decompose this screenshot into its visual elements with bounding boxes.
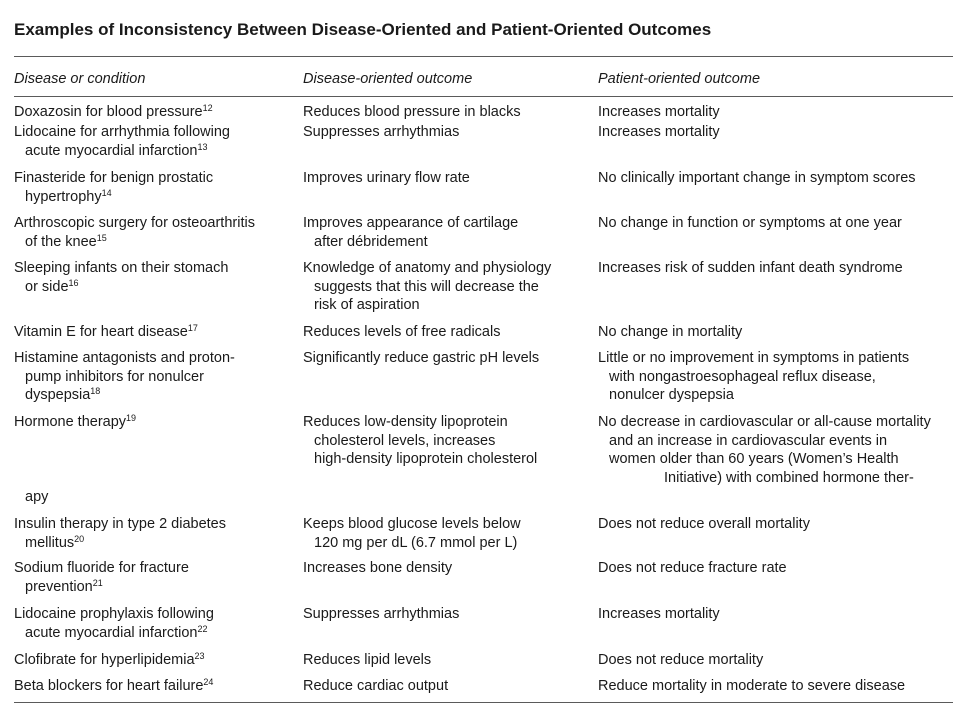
cell-text: Little or no improvement in symptoms in patients — [598, 350, 910, 366]
patient-outcome-cell — [598, 123, 720, 142]
cell-line — [303, 233, 518, 252]
condition-cell — [14, 123, 230, 160]
patient-outcome-cell — [598, 323, 742, 342]
reference-superscript: 15 — [96, 232, 107, 243]
cell-line — [598, 214, 902, 233]
cell-text: Does not reduce fracture rate — [598, 560, 787, 576]
cell-line — [598, 386, 909, 405]
hyphenation-overflow-text: apy — [25, 489, 49, 505]
cell-text: Arthroscopic surgery for osteoarthritis — [14, 215, 255, 231]
cell-text: Keeps blood glucose levels below — [303, 516, 521, 532]
reference-superscript: 24 — [203, 677, 214, 687]
cell-text: nonulcer dyspepsia — [609, 387, 734, 403]
disease-outcome-cell — [303, 123, 459, 142]
cell-text: Lidocaine for arrhythmia following — [14, 124, 230, 140]
cell-text: Initiative) with combined hormone ther- — [664, 469, 914, 486]
reference-superscript: 21 — [92, 577, 103, 588]
cell-text: dyspepsia — [25, 387, 91, 403]
disease-outcome-cell — [303, 559, 452, 578]
cell-line — [303, 559, 452, 578]
cell-line — [598, 677, 905, 696]
cell-text: Lidocaine prophylaxis following — [14, 606, 214, 622]
cell-text: No change in function or symptoms at one year — [598, 215, 902, 231]
condition-cell — [14, 169, 213, 206]
reference-superscript: 13 — [197, 141, 208, 152]
cell-text: pump inhibitors for nonulcer — [25, 368, 204, 385]
disease-outcome-cell — [303, 103, 521, 122]
cell-line — [303, 413, 537, 432]
cell-line — [598, 349, 909, 368]
header-patient-oriented-outcome: Patient-oriented outcome — [598, 71, 761, 87]
cell-text: Suppresses arrhythmias — [303, 124, 460, 140]
disease-outcome-cell — [303, 605, 459, 624]
title-rule — [14, 56, 953, 57]
cell-line — [303, 278, 551, 297]
cell-line — [598, 450, 931, 469]
cell-text: with nongastroesophageal reflux disease, — [609, 368, 876, 385]
cell-line — [303, 605, 459, 624]
cell-line — [14, 624, 214, 643]
cell-line — [303, 651, 431, 670]
cell-text: Doxazosin for blood pressure — [14, 104, 203, 120]
disease-outcome-cell — [303, 413, 537, 469]
cell-text: and an increase in cardiovascular events in — [609, 432, 888, 449]
disease-outcome-cell — [303, 677, 448, 696]
cell-text: Does not reduce overall mortality — [598, 516, 810, 532]
reference-superscript: 18 — [90, 386, 101, 396]
condition-cell — [14, 323, 198, 342]
cell-line — [14, 559, 189, 578]
cell-line — [598, 559, 787, 578]
cell-line — [598, 169, 916, 188]
cell-text: after débridement — [314, 233, 428, 250]
header-rule — [14, 96, 953, 97]
reference-superscript: 12 — [202, 103, 213, 113]
bottom-rule — [14, 702, 953, 703]
patient-outcome-cell — [598, 103, 720, 122]
cell-line — [303, 677, 448, 696]
cell-text: Reduces blood pressure in blacks — [303, 104, 521, 120]
cell-text: hypertrophy — [25, 188, 102, 205]
cell-line — [14, 323, 198, 342]
cell-text: Suppresses arrhythmias — [303, 606, 460, 622]
cell-text: 120 mg per dL (6.7 mmol per L) — [314, 534, 518, 551]
table-title: Examples of Inconsistency Between Disease-Oriented and Patient-Oriented Outcomes — [14, 20, 712, 39]
cell-text: No decrease in cardiovascular or all-cause mortality — [598, 414, 931, 430]
cell-line — [303, 349, 539, 368]
cell-line — [14, 386, 235, 405]
cell-line — [303, 450, 537, 469]
patient-outcome-cell — [598, 677, 905, 696]
condition-cell — [14, 605, 214, 642]
patient-outcome-cell — [598, 169, 916, 188]
cell-line — [598, 432, 931, 451]
condition-cell — [14, 413, 136, 432]
cell-line — [14, 188, 213, 207]
patient-outcome-cell — [598, 605, 720, 624]
cell-text: Improves urinary flow rate — [303, 170, 470, 186]
cell-line — [14, 103, 213, 122]
cell-text: Reduce mortality in moderate to severe disease — [598, 678, 906, 694]
cell-line — [14, 578, 189, 597]
cell-text: Increases mortality — [598, 124, 720, 140]
patient-outcome-cell — [598, 515, 810, 534]
cell-line — [598, 259, 903, 278]
cell-text: Reduces low-density lipoprotein — [303, 414, 508, 430]
cell-text: Insulin therapy in type 2 diabetes — [14, 516, 226, 532]
cell-line — [303, 432, 537, 451]
cell-line — [598, 469, 931, 488]
cell-text: or side — [25, 278, 69, 295]
disease-outcome-cell — [303, 349, 539, 368]
condition-cell — [14, 559, 189, 596]
cell-line — [598, 123, 720, 142]
cell-text: cholesterol levels, increases — [314, 432, 496, 449]
cell-text: Reduces lipid levels — [303, 652, 432, 668]
cell-line — [14, 368, 235, 387]
cell-line — [598, 515, 810, 534]
cell-line — [303, 123, 459, 142]
cell-text: Finasteride for benign prostatic — [14, 170, 214, 186]
patient-outcome-cell — [598, 651, 763, 670]
cell-line — [14, 651, 205, 670]
disease-outcome-cell — [303, 323, 500, 342]
cell-text: Beta blockers for heart failure — [14, 678, 204, 694]
cell-line — [303, 214, 518, 233]
cell-line — [14, 214, 255, 233]
condition-cell — [14, 349, 235, 405]
condition-cell — [14, 103, 213, 122]
cell-text: Histamine antagonists and proton- — [14, 350, 235, 366]
cell-text: acute myocardial infarction — [25, 624, 198, 641]
cell-line — [14, 123, 230, 142]
cell-line — [303, 169, 470, 188]
reference-superscript: 22 — [197, 623, 208, 634]
cell-text: Significantly reduce gastric pH levels — [303, 350, 540, 366]
cell-text: risk of aspiration — [314, 297, 420, 313]
disease-outcome-cell — [303, 651, 431, 670]
patient-outcome-cell — [598, 559, 787, 578]
cell-line — [598, 651, 763, 670]
cell-line — [303, 296, 551, 315]
disease-outcome-cell — [303, 259, 551, 315]
cell-text: Improves appearance of cartilage — [303, 215, 519, 231]
cell-text: Increases mortality — [598, 606, 720, 622]
cell-line — [14, 278, 228, 297]
disease-outcome-cell — [303, 214, 518, 251]
cell-text: Clofibrate for hyperlipidemia — [14, 652, 195, 668]
reference-superscript: 14 — [101, 187, 112, 198]
condition-cell — [14, 515, 226, 552]
cell-line — [598, 323, 742, 342]
cell-line — [303, 534, 521, 553]
header-disease-oriented-outcome: Disease-oriented outcome — [303, 71, 473, 87]
cell-line — [14, 413, 136, 432]
reference-superscript: 16 — [68, 277, 79, 288]
cell-line — [14, 605, 214, 624]
cell-line — [14, 233, 255, 252]
cell-line — [14, 169, 213, 188]
cell-line — [14, 534, 226, 553]
cell-text: Does not reduce mortality — [598, 652, 764, 668]
cell-text: suggests that this will decrease the — [314, 278, 539, 295]
cell-text: Increases bone density — [303, 560, 453, 576]
cell-text: mellitus — [25, 534, 75, 551]
cell-line — [598, 368, 909, 387]
cell-line — [14, 677, 213, 696]
cell-text: women older than 60 years (Women’s Health — [609, 451, 899, 467]
header-disease-or-condition: Disease or condition — [14, 71, 146, 87]
cell-text: No clinically important change in symptom scores — [598, 170, 916, 186]
cell-text: Reduces levels of free radicals — [303, 324, 501, 340]
cell-text: high-density lipoprotein cholesterol — [314, 451, 538, 467]
cell-text: Knowledge of anatomy and physiology — [303, 260, 552, 276]
reference-superscript: 19 — [126, 413, 137, 423]
reference-superscript: 17 — [187, 323, 198, 333]
reference-superscript: 23 — [194, 651, 205, 661]
reference-superscript: 20 — [74, 533, 85, 544]
condition-cell — [14, 677, 213, 696]
patient-outcome-cell — [598, 259, 903, 278]
cell-line — [598, 605, 720, 624]
cell-text: Increases risk of sudden infant death syndrome — [598, 260, 903, 276]
cell-line — [14, 515, 226, 534]
condition-cell — [14, 214, 255, 251]
patient-outcome-cell — [598, 413, 931, 487]
disease-outcome-cell — [303, 169, 470, 188]
cell-line — [303, 103, 521, 122]
patient-outcome-cell — [598, 349, 909, 405]
cell-line — [14, 349, 235, 368]
cell-line — [303, 259, 551, 278]
cell-line — [598, 413, 931, 432]
cell-line — [598, 103, 720, 122]
cell-line — [14, 142, 230, 161]
disease-outcome-cell — [303, 515, 521, 552]
cell-text: Vitamin E for heart disease — [14, 324, 188, 340]
patient-outcome-cell — [598, 214, 902, 233]
condition-cell — [14, 651, 205, 670]
cell-text: No change in mortality — [598, 324, 743, 340]
cell-line — [303, 515, 521, 534]
cell-text: prevention — [25, 578, 93, 595]
condition-cell — [14, 259, 228, 296]
cell-text: Sodium fluoride for fracture — [14, 560, 189, 576]
cell-text: Reduce cardiac output — [303, 678, 449, 694]
cell-text: of the knee — [25, 233, 97, 250]
cell-text: Sleeping infants on their stomach — [14, 260, 229, 276]
cell-line — [303, 323, 500, 342]
cell-text: acute myocardial infarction — [25, 142, 198, 159]
cell-text: Hormone therapy — [14, 414, 127, 430]
cell-text: Increases mortality — [598, 104, 720, 120]
cell-line — [14, 259, 228, 278]
